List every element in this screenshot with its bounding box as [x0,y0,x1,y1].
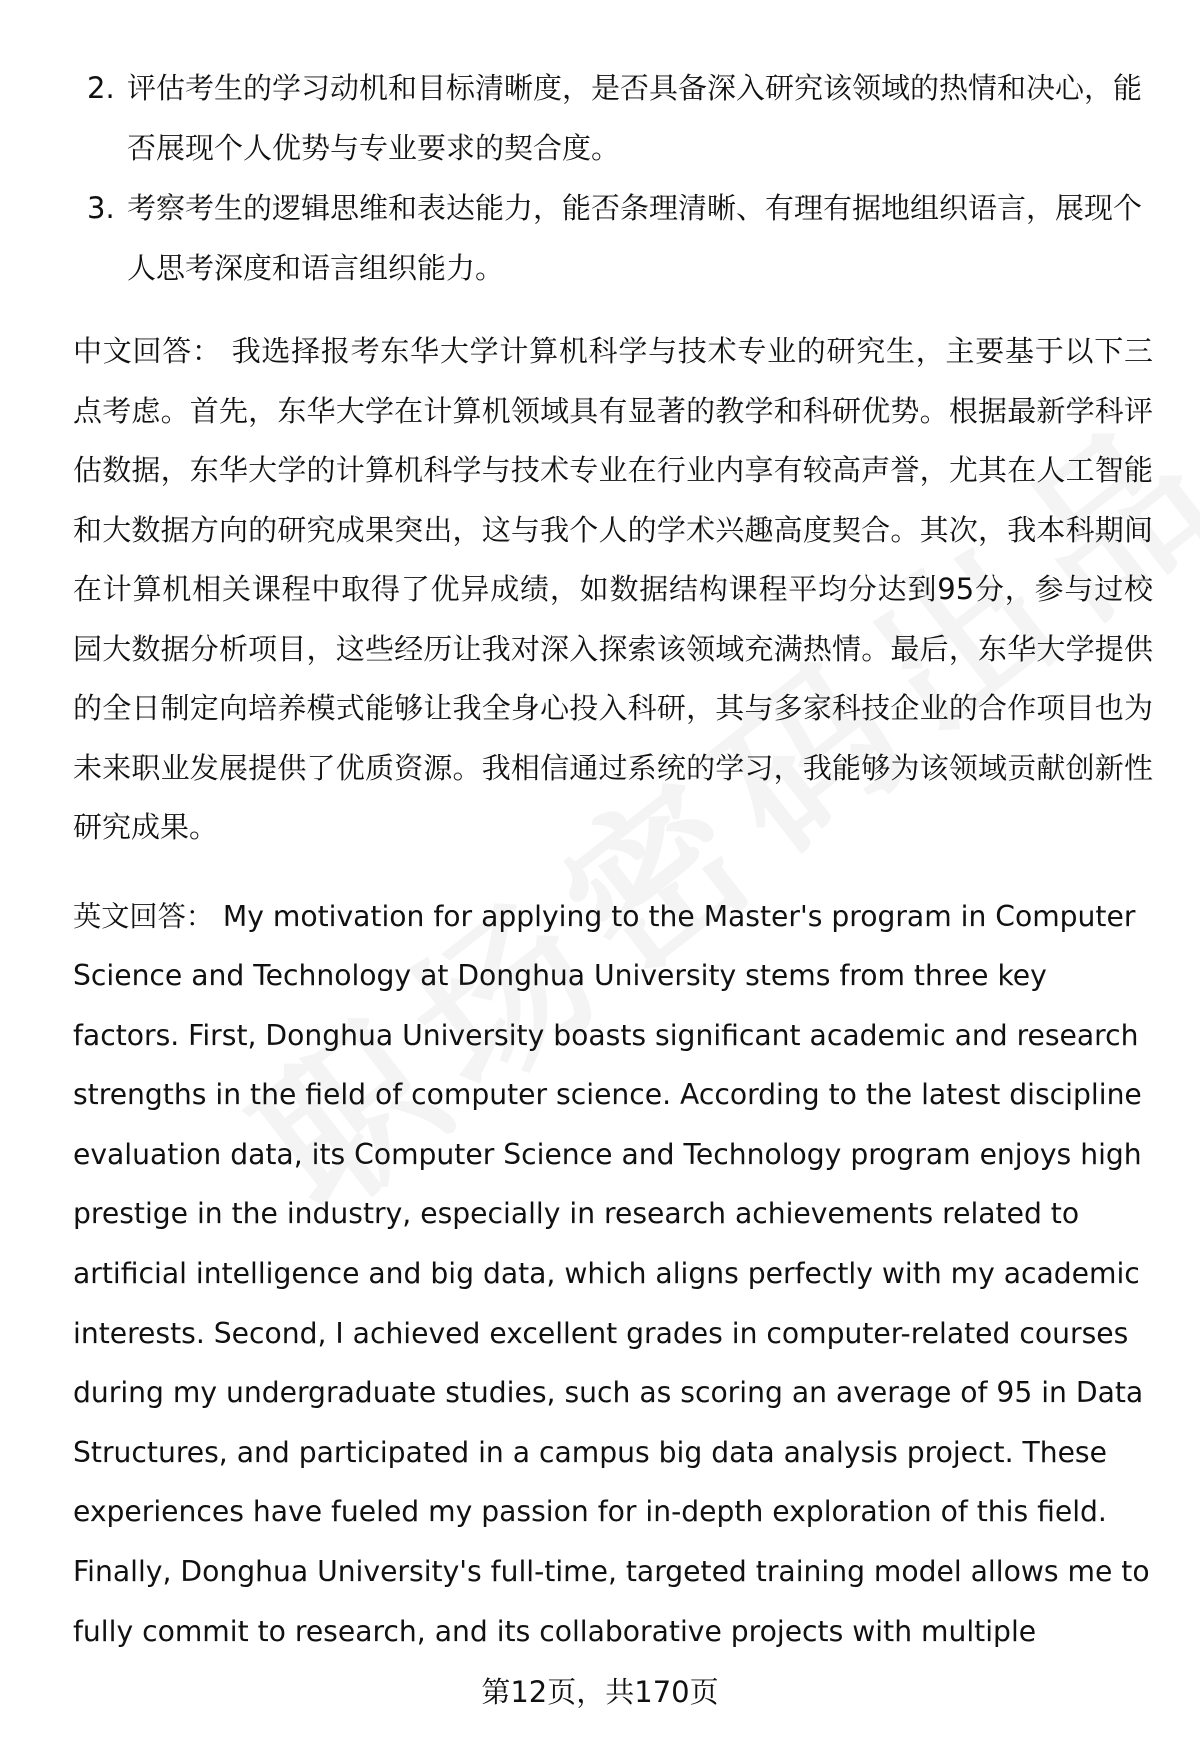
list-item-text: 评估考生的学习动机和目标清晰度，是否具备深入研究该领域的热情和决心，能否展现个人优势与专业要求的契合度。 [127,71,1143,165]
chinese-answer-label: 中文回答： [73,334,222,368]
list-item-number: 2. [87,71,115,105]
criteria-list [73,58,1153,298]
english-answer-label: 英文回答： [73,899,214,933]
chinese-answer [73,322,1153,858]
list-item [73,178,1153,298]
page-footer: 第12页，共170页 [481,1675,719,1709]
list-item-number: 3. [87,191,115,225]
english-answer [73,887,1153,1662]
page-content [73,58,1153,1689]
list-item-text: 考察考生的逻辑思维和表达能力，能否条理清晰、有理有据地组织语言，展现个人思考深度和语言组织能力。 [127,191,1143,285]
chinese-answer-text: 我选择报考东华大学计算机科学与技术专业的研究生，主要基于以下三点考虑。首先，东华大学在计算机领域具有显著的教学和科研优势。根据最新学科评估数据，东华大学的计算机科学与技术专业在行业内享有较高声誉，尤其在人工智能和大数据方向的研究成果突出，这与我个人的学术兴趣高度契合。其次，我本科期间在计算机相关课程中取得了优异成绩，如数据结构课程平均分达到95分，参与过校园大数据分析项目，这些经历让我对深入探索该领域充满热情。最后，东华大学提供的全日制定向培养模式能够让我全身心投入科研，其与多家科技企业的合作项目也为未来职业发展提供了优质资源。我相信通过系统的学习，我能够为该领域贡献创新性研究成果。 [73,334,1153,844]
english-answer-text: My motivation for applying to the Master's program in Computer Science and Technology at Donghua University stems from three key factors. First, Donghua University boasts significant academic and research strengths in the field of computer science. According to the latest discipline evaluation data, its Computer Science and Technology program enjoys high prestige in the industry, especially in research achievements related to artificial intelligence and big data, which aligns perfectly with my academic interests. Second, I achieved excellent grades in computer-related courses during my undergraduate studies, such as scoring an average of 95 in Data Structures, and participated in a campus big data analysis project. These experiences have fueled my passion for in-depth exploration of this field. Finally, Donghua University's full-time, targeted training model allows me to fully commit to research, and its collaborative projects with multiple [73,899,1150,1648]
list-item [73,58,1153,178]
